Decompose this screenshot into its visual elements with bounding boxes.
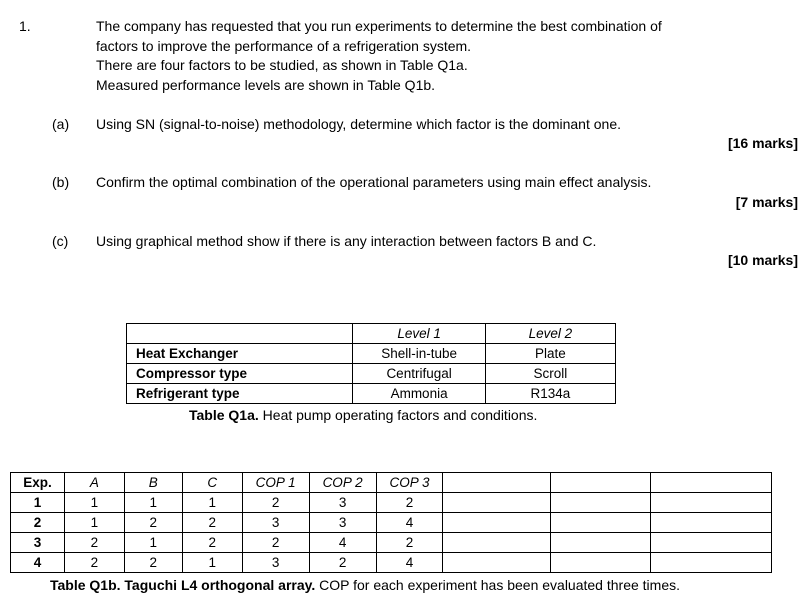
part-a-marks: [16 marks] bbox=[727, 135, 798, 151]
table-cell bbox=[443, 553, 551, 573]
question-number: 1. bbox=[19, 18, 31, 34]
table-cell: 2 bbox=[124, 553, 182, 573]
table-header-cell bbox=[443, 473, 551, 493]
table-cell bbox=[551, 533, 651, 553]
table-cell: 2 bbox=[64, 553, 124, 573]
part-a-label: (a) bbox=[52, 116, 70, 132]
exp-number: 4 bbox=[11, 553, 65, 573]
table-cell: 2 bbox=[376, 533, 443, 553]
table-header-cell: C bbox=[182, 473, 242, 493]
table-cell: Plate bbox=[485, 344, 615, 364]
table-header-cell: COP 2 bbox=[309, 473, 376, 493]
table-row bbox=[11, 553, 772, 573]
table-row bbox=[127, 344, 616, 364]
table-header-cell: Level 2 bbox=[485, 324, 615, 344]
table-header-cell: A bbox=[64, 473, 124, 493]
table-header-row bbox=[127, 324, 616, 344]
table-cell bbox=[551, 553, 651, 573]
part-b-marks: [7 marks] bbox=[735, 194, 798, 210]
table-cell: 3 bbox=[242, 513, 309, 533]
table-cell bbox=[443, 533, 551, 553]
table-header-cell: B bbox=[124, 473, 182, 493]
table-cell: 3 bbox=[242, 553, 309, 573]
part-b-label: (b) bbox=[52, 174, 70, 190]
table-cell: 2 bbox=[124, 513, 182, 533]
table-cell: 3 bbox=[309, 493, 376, 513]
intro-line: Measured performance levels are shown in Table Q1b. bbox=[96, 76, 436, 93]
table-cell bbox=[551, 513, 651, 533]
table-cell: 1 bbox=[64, 513, 124, 533]
caption-text: COP for each experiment has been evaluated three times. bbox=[315, 577, 680, 593]
part-a-text: Using SN (signal-to-noise) methodology, determine which factor is the dominant one. bbox=[96, 116, 621, 132]
factor-name: Compressor type bbox=[127, 364, 353, 384]
table-cell: 1 bbox=[124, 493, 182, 513]
part-c-label: (c) bbox=[52, 233, 69, 249]
table-cell: 2 bbox=[182, 533, 242, 553]
table-cell bbox=[551, 493, 651, 513]
table-header-cell: COP 3 bbox=[376, 473, 443, 493]
table-cell: 2 bbox=[182, 513, 242, 533]
table-cell: 3 bbox=[309, 513, 376, 533]
table-row bbox=[127, 364, 616, 384]
table-cell: Scroll bbox=[485, 364, 615, 384]
part-c-text: Using graphical method show if there is any interaction between factors B and C. bbox=[96, 233, 597, 249]
table-header-cell: COP 1 bbox=[242, 473, 309, 493]
table-cell: Ammonia bbox=[353, 384, 485, 404]
exp-number: 2 bbox=[11, 513, 65, 533]
table-cell bbox=[443, 513, 551, 533]
factor-name: Heat Exchanger bbox=[127, 344, 353, 364]
table-cell: 2 bbox=[309, 553, 376, 573]
table-row bbox=[11, 493, 772, 513]
table-cell bbox=[651, 533, 772, 553]
factor-name: Refrigerant type bbox=[127, 384, 353, 404]
table-cell: 1 bbox=[124, 533, 182, 553]
table-q1b bbox=[10, 472, 772, 573]
table-header-cell bbox=[651, 473, 772, 493]
table-header-cell bbox=[551, 473, 651, 493]
caption-label: Table Q1b. Taguchi L4 orthogonal array. bbox=[50, 577, 316, 593]
table-cell: 1 bbox=[182, 493, 242, 513]
exp-number: 3 bbox=[11, 533, 65, 553]
table-header-row bbox=[11, 473, 772, 493]
table-header-cell: Level 1 bbox=[353, 324, 485, 344]
table-row bbox=[11, 513, 772, 533]
table-cell bbox=[651, 493, 772, 513]
table-cell: R134a bbox=[485, 384, 615, 404]
table-cell: Centrifugal bbox=[353, 364, 485, 384]
table-cell: 2 bbox=[376, 493, 443, 513]
table-q1a-caption bbox=[189, 406, 537, 426]
table-cell: 2 bbox=[242, 493, 309, 513]
part-b-text: Confirm the optimal combination of the operational parameters using main effect analysis. bbox=[96, 174, 652, 190]
table-q1a bbox=[126, 323, 616, 404]
table-cell bbox=[651, 513, 772, 533]
table-cell: 4 bbox=[376, 553, 443, 573]
intro-line: factors to improve the performance of a refrigeration system. bbox=[96, 37, 472, 54]
question-intro bbox=[96, 17, 662, 95]
table-cell: 4 bbox=[376, 513, 443, 533]
table-cell: 1 bbox=[182, 553, 242, 573]
table-cell bbox=[443, 493, 551, 513]
table-cell: Shell-in-tube bbox=[353, 344, 485, 364]
table-cell: 4 bbox=[309, 533, 376, 553]
table-q1b-caption bbox=[50, 576, 680, 596]
caption-label: Table Q1a. bbox=[189, 407, 259, 423]
caption-text: Heat pump operating factors and conditions. bbox=[258, 407, 538, 423]
table-header-cell bbox=[127, 324, 353, 344]
exp-number: 1 bbox=[11, 493, 65, 513]
table-cell: 2 bbox=[64, 533, 124, 553]
table-header-cell: Exp. bbox=[11, 473, 65, 493]
part-c-marks: [10 marks] bbox=[727, 252, 798, 268]
table-cell: 1 bbox=[64, 493, 124, 513]
table-cell: 2 bbox=[242, 533, 309, 553]
table-row bbox=[127, 384, 616, 404]
intro-line: The company has requested that you run experiments to determine the best combination of bbox=[96, 18, 662, 34]
intro-line: There are four factors to be studied, as shown in Table Q1a. bbox=[96, 57, 468, 73]
table-row bbox=[11, 533, 772, 553]
table-cell bbox=[651, 553, 772, 573]
